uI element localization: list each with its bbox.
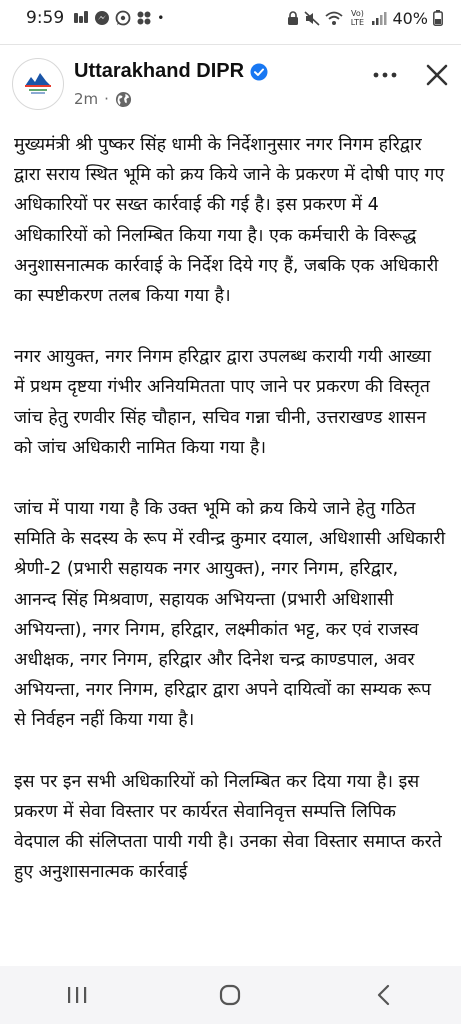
status-dot: •	[157, 11, 165, 25]
back-button[interactable]	[354, 975, 414, 1015]
post-meta	[74, 90, 132, 108]
meta-separator: ·	[104, 90, 109, 108]
home-icon	[218, 983, 242, 1007]
whatsapp-icon	[115, 10, 131, 26]
pinwheel-icon	[136, 10, 152, 26]
post-paragraph: जांच में पाया गया है कि उक्त भूमि को क्रय किये जाने हेतु गठित समिति के सदस्य के रूप में रवीन्द्र कुमार दयाल, अधिशासी अधिकारी श्रेणी-2 (प्रभारी सहायक नगर आयुक्त), नगर निगम, हरिद्वार, आनन्द सिंह मिश्रवाण, सहायक अभियन्ता (प्रभारी अधिशासी अभियन्ता), नगर निगम, हरिद्वार, लक्ष्मीकांत भट्ट, कर एवं राजस्व अधीक्षक, नगर निगम, हरिद्वार और दिनेश चन्द्र काण्डपाल, अवर अभियन्ता, नगर निगम, हरिद्वार द्वारा अपने दायित्वों का सम्यक रूप से निर्वहन नहीं किया गया है।	[14, 499, 446, 731]
dipr-logo-icon	[13, 59, 63, 109]
post-paragraph: मुख्यमंत्री श्री पुष्कर सिंह धामी के निर्देशानुसार नगर निगम हरिद्वार द्वारा सराय स्थित भूमि को क्रय किये जाने के प्रकरण में दोषी पाए गए अधिकारियों पर सख्त कार्रवाई की गई है। इस प्रकरण में 4 अधिकारियों को निलम्बित किया गया है। एक कर्मचारी के विरूद्ध अनुशासनात्मक कार्रवाई के निर्देश दिये गए हैं, जबकि एक अधिकारी का स्पष्टीकरण तलब किया गया है।	[14, 135, 445, 307]
bars-icon	[73, 11, 89, 25]
signal-icon	[371, 11, 387, 25]
mute-icon	[304, 11, 320, 26]
messenger-icon	[94, 10, 110, 26]
verified-badge-icon	[250, 63, 268, 81]
battery-percent: 40%	[392, 8, 428, 28]
status-bar	[0, 0, 461, 36]
post-body	[14, 130, 446, 918]
globe-icon	[115, 91, 132, 108]
post-header	[0, 46, 461, 118]
status-bar-right	[287, 9, 443, 28]
avatar[interactable]	[12, 58, 64, 110]
close-icon	[426, 64, 448, 86]
network-type: Vo) LTE	[350, 9, 365, 27]
post-paragraph: नगर आयुक्त, नगर निगम हरिद्वार द्वारा उपलब्ध करायी गयी आख्या में प्रथम दृष्टया गंभीर अनियमितता पाए जाने पर प्रकरण की विस्तृत जांच हेतु रणवीर सिंह चौहान, सचिव गन्ना चीनी, उत्तराखण्ड शासन को जांच अधिकारी नामित किया गया है।	[14, 347, 432, 458]
battery-icon	[433, 10, 443, 26]
navigation-bar	[0, 966, 461, 1024]
close-button[interactable]	[422, 60, 452, 90]
status-bar-left	[26, 8, 164, 28]
page-name[interactable]: Uttarakhand DIPR	[74, 60, 245, 82]
home-button[interactable]	[200, 975, 260, 1015]
post-paragraph: इस पर इन सभी अधिकारियों को निलम्बित कर दिया गया है। इस प्रकरण में सेवा विस्तार पर कार्यरत सेवानिवृत्त सम्पत्ति लिपिक वेदपाल की संलिप्तता पायी गयी है। उनका सेवा विस्तार समाप्त करते हुए अनुशासनात्मक कार्रवाई	[14, 771, 442, 883]
page-name-row	[74, 60, 268, 83]
header-divider	[0, 44, 461, 45]
wifi-icon	[325, 11, 343, 26]
lock-icon	[287, 11, 299, 26]
more-options-button[interactable]	[368, 60, 402, 90]
recents-button[interactable]	[47, 975, 107, 1015]
more-dots-icon	[373, 72, 397, 78]
status-time: 9:59	[26, 8, 65, 28]
back-icon	[376, 984, 392, 1006]
post-time[interactable]: 2m	[74, 90, 99, 108]
recents-icon	[66, 985, 88, 1005]
